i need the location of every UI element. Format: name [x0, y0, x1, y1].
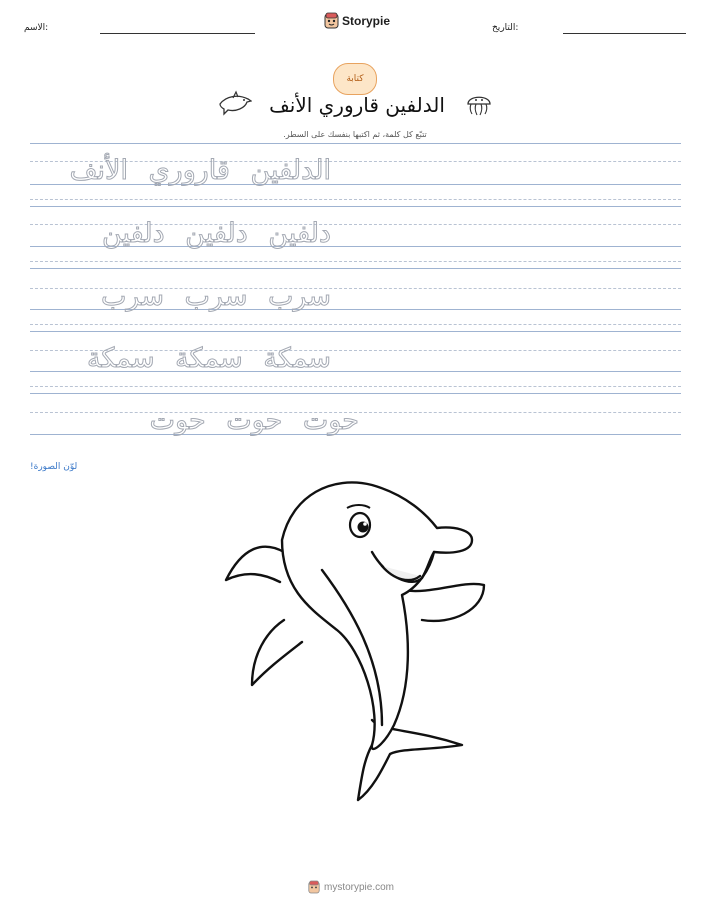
row-divider	[30, 206, 681, 207]
row-divider	[30, 331, 681, 332]
storypie-mascot-icon	[308, 880, 320, 894]
guide-dashed-line	[30, 261, 681, 262]
tracing-word-row[interactable]: سرب سرب سرب	[101, 281, 331, 312]
name-label: الاسم:	[24, 23, 49, 33]
row-divider	[30, 393, 681, 394]
worksheet-title: الدلفين قاروري الأنف	[269, 93, 445, 117]
tracing-word-row[interactable]: دلفين دلفين دلفين	[102, 218, 331, 249]
date-label: التاريخ:	[492, 23, 519, 33]
guide-dashed-line	[30, 386, 681, 387]
tracing-word-row[interactable]: سمكة سمكة سمكة	[86, 343, 331, 374]
instruction-text: تتبّع كل كلمة، ثم اكتبها بنفسك على السطر.	[283, 130, 427, 139]
tracing-word-row[interactable]: الدلفين قاروري الأنف	[69, 155, 331, 186]
footer-url[interactable]: mystorypie.com	[324, 881, 395, 893]
category-badge-label: كتابة	[346, 74, 364, 84]
brand-name: Storypie	[342, 13, 391, 28]
guide-dashed-line	[30, 324, 681, 325]
row-divider	[30, 268, 681, 269]
coloring-label: لوّن الصورة!	[30, 462, 78, 472]
tracing-word-row[interactable]: حوت حوت حوت	[149, 405, 359, 436]
footer	[308, 880, 394, 894]
dolphin-illustration[interactable]	[222, 470, 492, 805]
top-line	[30, 143, 681, 144]
guide-dashed-line	[30, 199, 681, 200]
